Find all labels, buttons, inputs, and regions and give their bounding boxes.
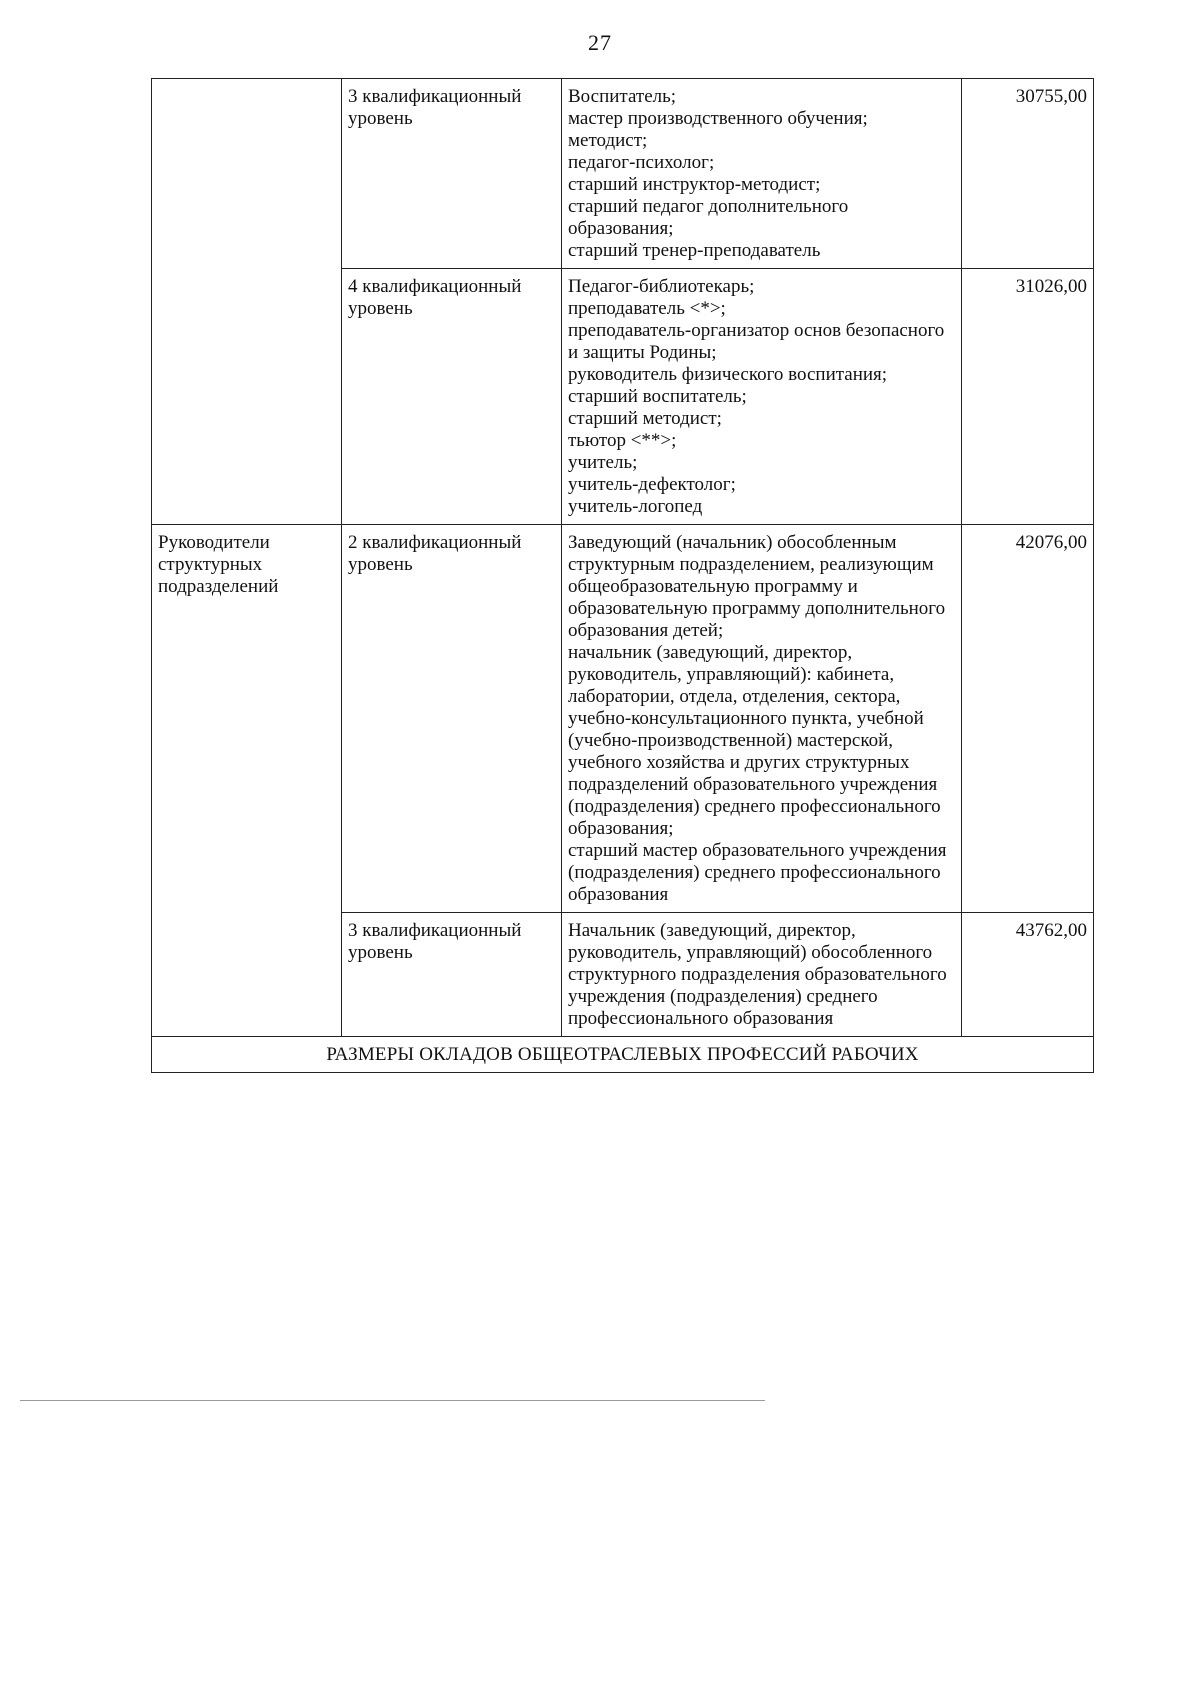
position-item: мастер производственного обучения; [568,108,868,129]
position-item: старший инструктор-методист; [568,174,821,195]
positions-cell [562,525,962,913]
position-item: начальник (заведующий, директор, руководитель, управляющий): кабинета, лаборатории, отдела, отделения, сектора, учебно-консультационного пункта, учебной (учебно-производственной) мастерской, учебного хозяйства и других структурных подразделений образовательного учреждения (подразделения) среднего профессионального образования; [568,642,941,839]
position-item: Воспитатель; [568,86,677,107]
positions-cell [562,79,962,269]
scan-artifact-line [20,1400,765,1401]
position-item: Педагог-библиотекарь; [568,276,755,297]
level-cell: 3 квалификационный уровень [342,913,562,1037]
position-item: старший методист; [568,408,722,429]
section-heading: РАЗМЕРЫ ОКЛАДОВ ОБЩЕОТРАСЛЕВЫХ ПРОФЕССИЙ РАБОЧИХ [152,1037,1094,1073]
page-number: 27 [588,30,612,55]
position-item: руководитель физического воспитания; [568,364,888,385]
position-item: старший воспитатель; [568,386,747,407]
position-item: преподаватель-организатор основ безопасного и защиты Родины; [568,320,945,363]
position-item: преподаватель <*>; [568,298,726,319]
position-item: Заведующий (начальник) обособленным структурным подразделением, реализующим общеобразовательную программу и образовательную программу дополнительного образования детей; [568,532,946,641]
salary-cell: 43762,00 [962,913,1094,1037]
position-item: учитель-логопед [568,496,703,517]
salary-cell: 42076,00 [962,525,1094,913]
position-item: старший мастер образовательного учреждения (подразделения) среднего профессионального образования [568,840,947,905]
table-row [152,79,1094,269]
salary-cell: 31026,00 [962,269,1094,525]
salary-table [151,78,1094,1073]
level-cell: 2 квалификационный уровень [342,525,562,913]
position-item: Начальник (заведующий, директор, руководитель, управляющий) обособленного структурного подразделения образовательного учреждения (подразделения) среднего профессионального образования [568,920,947,1029]
positions-cell [562,269,962,525]
position-item: старший тренер-преподаватель [568,240,821,261]
level-cell: 3 квалификационный уровень [342,79,562,269]
position-item: учитель-дефектолог; [568,474,736,495]
position-item: методист; [568,130,648,151]
group-cell: Руководители структурных подразделений [152,525,342,1037]
position-item: старший педагог дополнительного образования; [568,196,849,239]
position-item: педагог-психолог; [568,152,715,173]
position-item: тьютор <**>; [568,430,677,451]
section-heading-row [152,1037,1094,1073]
table-row [152,525,1094,913]
position-item: учитель; [568,452,638,473]
level-cell: 4 квалификационный уровень [342,269,562,525]
salary-cell: 30755,00 [962,79,1094,269]
group-cell [152,79,342,525]
positions-cell [562,913,962,1037]
